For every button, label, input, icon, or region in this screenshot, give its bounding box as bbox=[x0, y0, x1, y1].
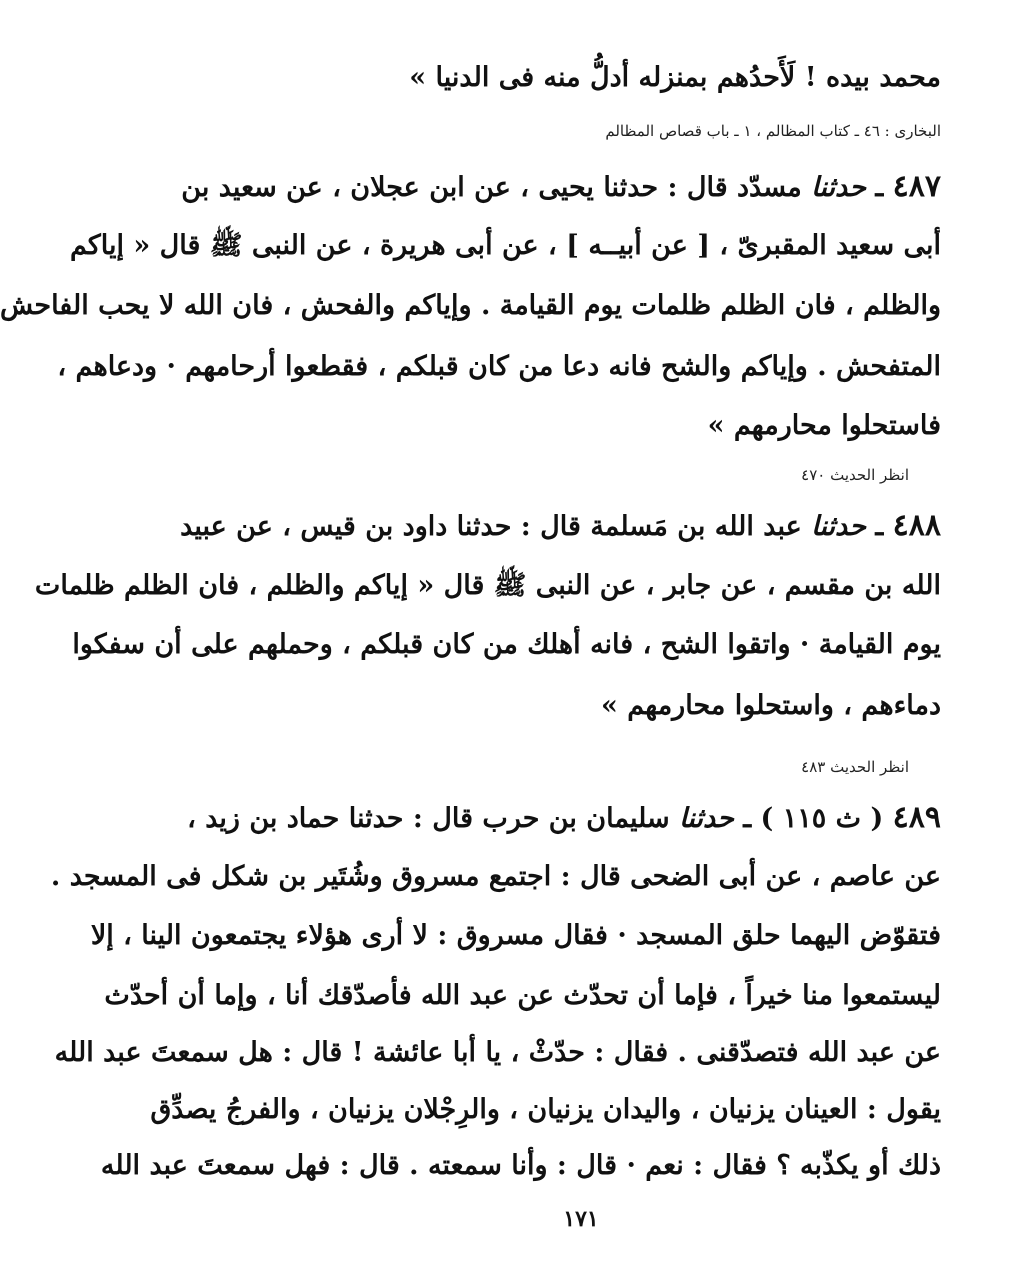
text-line: فتقوّض اليهما حلق المسجد · فقال مسروق : لا أرى هؤلاء يجتمعون الينا ، إلا bbox=[90, 920, 941, 951]
text-line: الله بن مقسم ، عن جابر ، عن النبى ﷺ قال « إياكم والظلم ، فان الظلم ظلمات bbox=[34, 570, 941, 601]
text-line: المتفحش . وإياكم والشح فانه دعا من كان قبلكم ، فقطعوا أرحامهم · ودعاهم ، bbox=[57, 351, 941, 382]
text-run: مسدّد قال : حدثنا يحيى ، عن ابن عجلان ، عن سعيد بن bbox=[181, 172, 802, 203]
dash-separator: ـ bbox=[875, 511, 884, 542]
page-number: ١٧١ bbox=[563, 1206, 599, 1232]
hadith-number: ٤٨٩ bbox=[892, 800, 941, 835]
dash-separator: ـ bbox=[875, 172, 884, 203]
text-line: عن عاصم ، عن أبى الضحى قال : اجتمع مسروق وشُتَير بن شكل فى المسجد . bbox=[50, 861, 941, 892]
text-line: دماءهم ، واستحلوا محارمهم » bbox=[601, 690, 941, 721]
text-line: فاستحلوا محارمهم » bbox=[707, 410, 941, 441]
text-run: عبد الله بن مَسلمة قال : حدثنا داود بن قيس ، عن عبيد bbox=[180, 511, 802, 542]
text-line: والظلم ، فان الظلم ظلمات يوم القيامة . وإياكم والفحش ، فان الله لا يحب الفاحش bbox=[0, 290, 941, 321]
text-line: يقول : العينان يزنيان ، واليدان يزنيان ، والرِجْلان يزنيان ، والفرجُ يصدِّق bbox=[150, 1094, 941, 1125]
cross-reference-note: انظر الحديث ٤٨٣ bbox=[801, 758, 909, 776]
hadith-488-line-1 bbox=[180, 506, 941, 546]
text-run: سليمان بن حرب قال : حدثنا حماد بن زيد ، bbox=[187, 803, 670, 834]
cross-reference-note: انظر الحديث ٤٧٠ bbox=[801, 466, 909, 484]
hadith-number: ٤٨٧ bbox=[892, 169, 941, 204]
hadith-489-line-1 bbox=[187, 798, 941, 838]
text-line: عن عبد الله فتصدّقنى . فقال : حدّثْ ، يا أبا عائشة ! قال : هل سمعتَ عبد الله bbox=[54, 1037, 941, 1068]
hadith-narration-word: حدثنا bbox=[811, 172, 866, 203]
source-note: البخارى : ٤٦ ـ كتاب المظالم ، ١ ـ باب قصاص المظالم bbox=[605, 122, 941, 140]
hadith-narration-word: حدثنا bbox=[811, 511, 866, 542]
text-line: ذلك أو يكذّبه ؟ فقال : نعم · قال : وأنا سمعته . قال : فهل سمعتَ عبد الله bbox=[100, 1150, 941, 1181]
hadith-487-line-1 bbox=[181, 167, 941, 207]
text-line: محمد بيده ! لَأَحدُهم بمنزله أدلُّ منه فى الدنيا » bbox=[409, 62, 941, 93]
hadith-number: ٤٨٨ bbox=[892, 508, 941, 543]
text-line: أبى سعيد المقبرىّ ، [ عن أبيــه ] ، عن أبى هريرة ، عن النبى ﷺ قال « إياكم bbox=[69, 230, 941, 261]
text-line: ليستمعوا منا خيراً ، فإما أن تحدّث عن عبد الله فأصدّقك أنا ، وإما أن أحدّث bbox=[104, 980, 941, 1011]
text-line: يوم القيامة · واتقوا الشح ، فانه أهلك من كان قبلكم ، وحملهم على أن سفكوا bbox=[72, 629, 941, 660]
hadith-narration-word: حدثنا bbox=[679, 803, 734, 834]
hadith-reference: ( ث ١١٥ ) ـ bbox=[743, 803, 884, 834]
